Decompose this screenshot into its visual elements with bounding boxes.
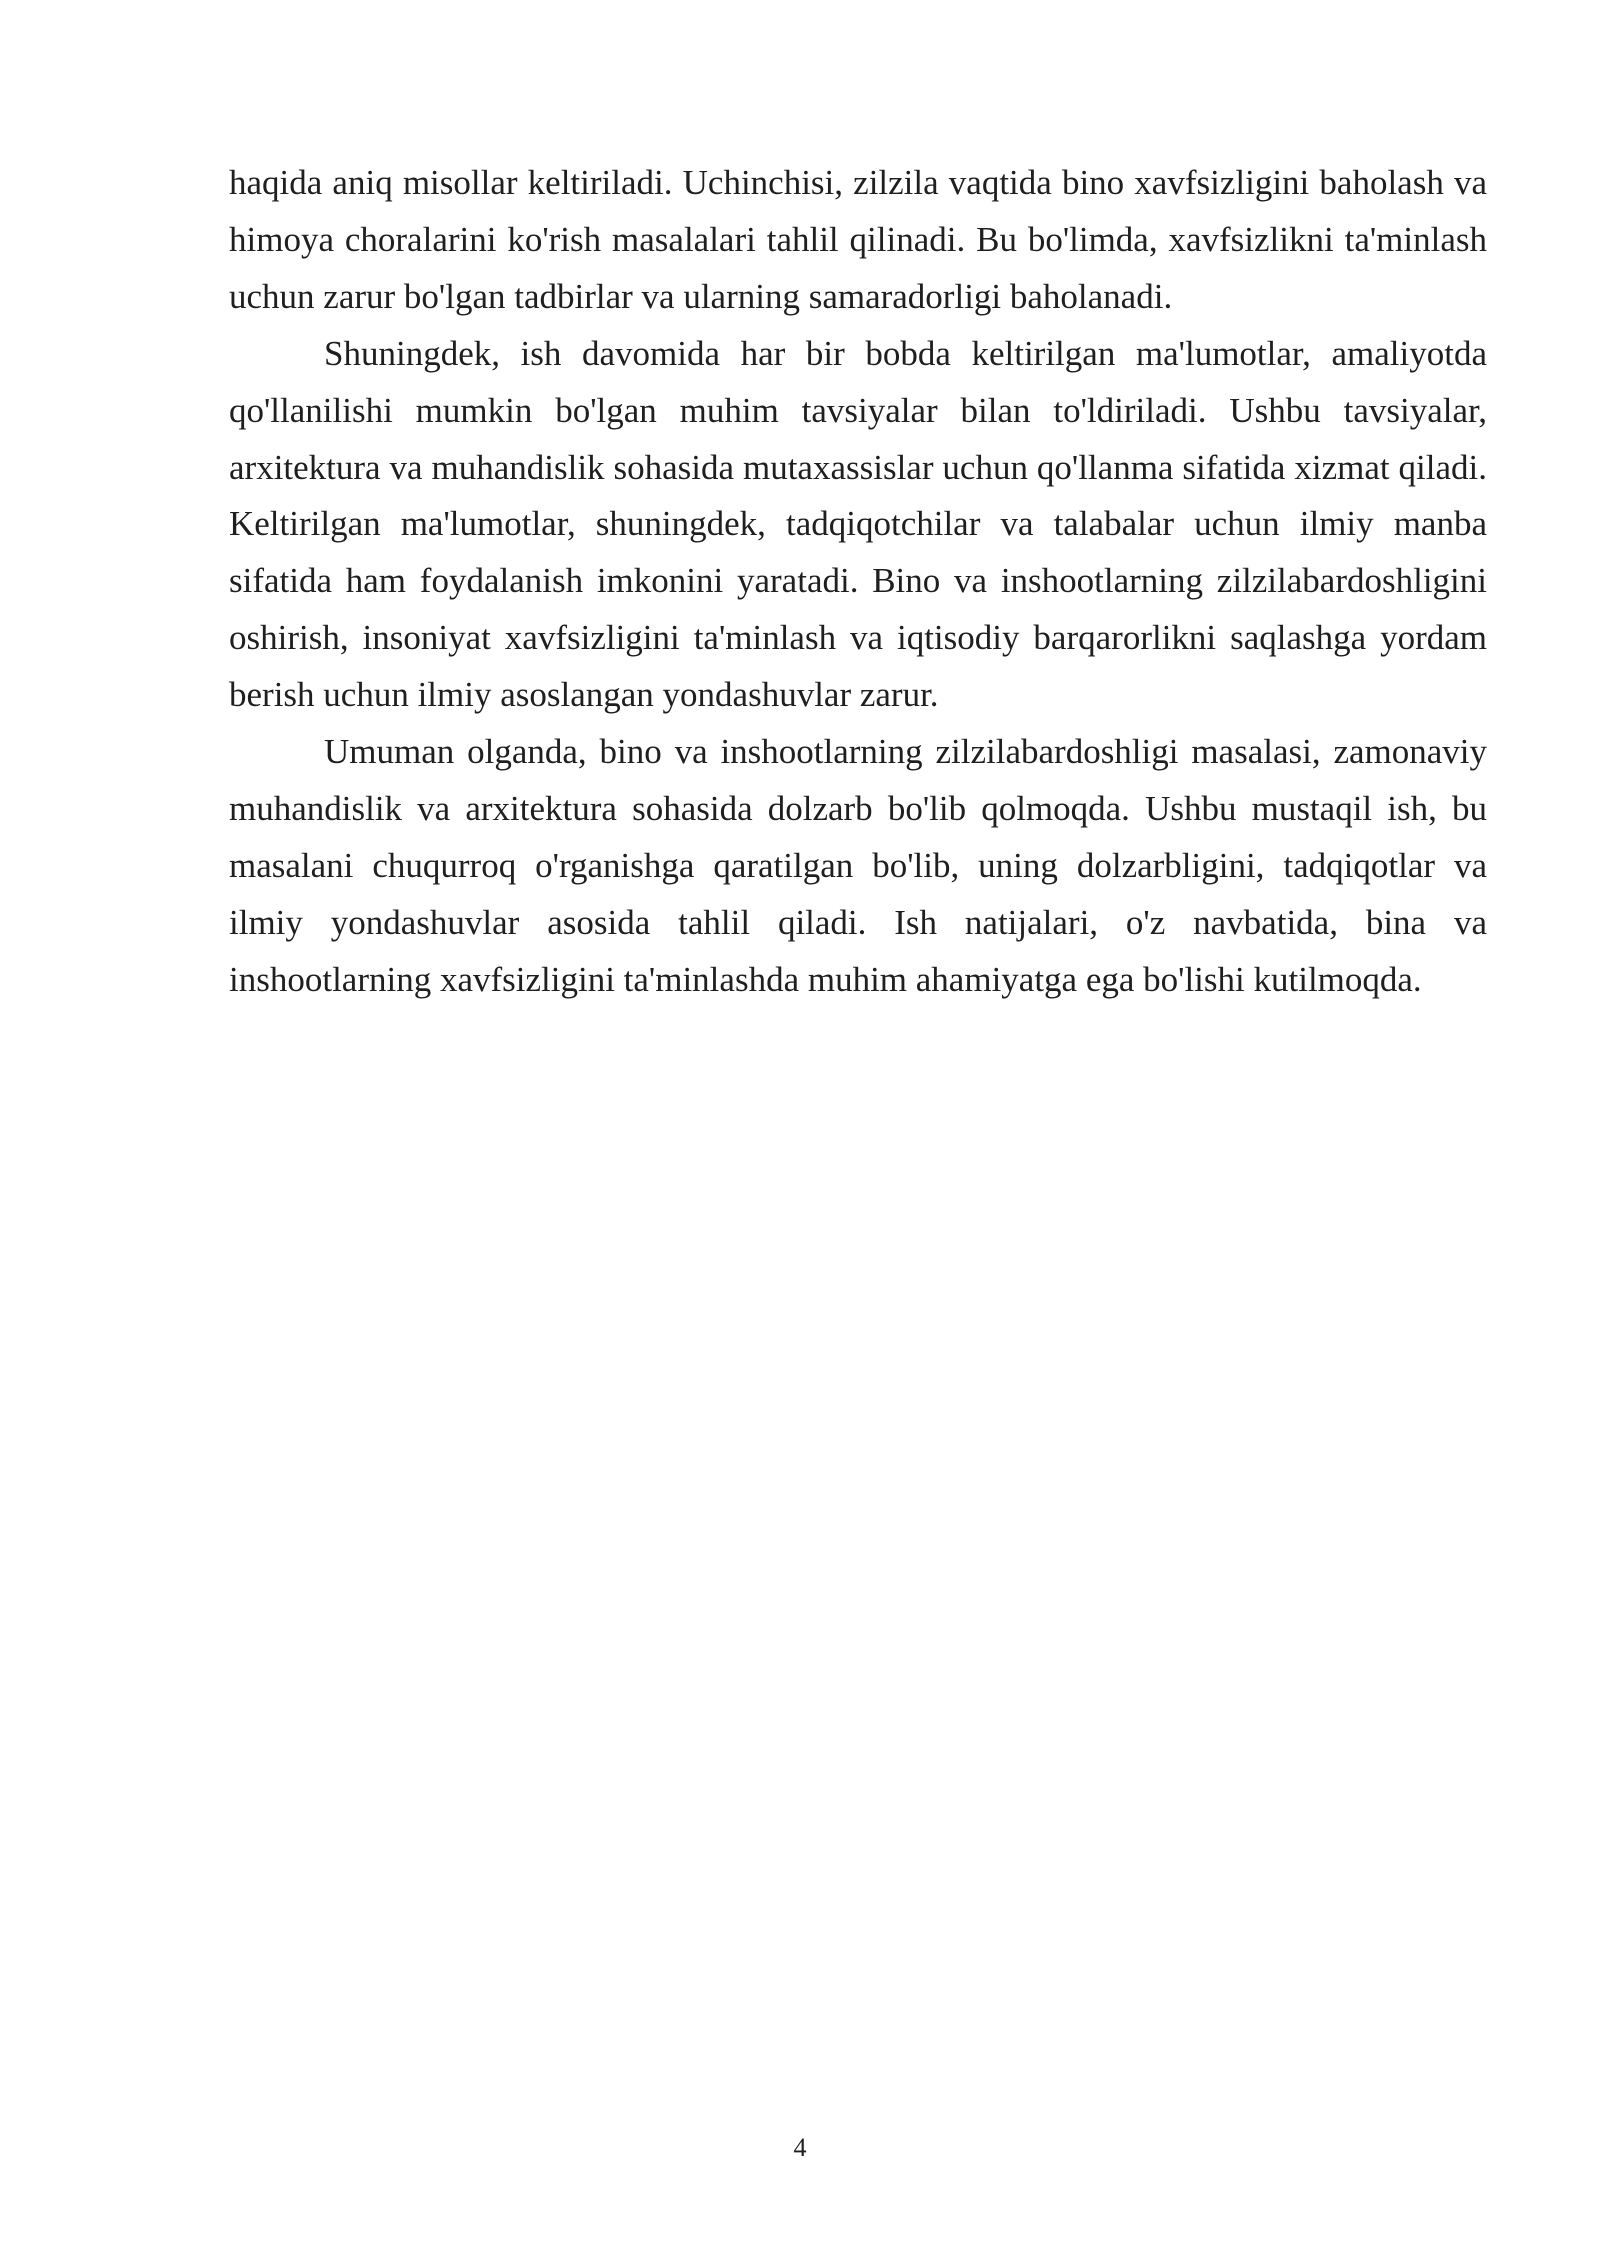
body-text (229, 155, 1487, 1009)
paragraph: Shuningdek, ish davomida har bir bobda keltirilgan ma'lumotlar, amaliyotda qo'llanilishi mumkin bo'lgan muhim tavsiyalar bilan to'ldiriladi. Ushbu tavsiyalar, arxitektura va muhandislik sohasida mutaxassislar uchun qo'llanma sifatida xizmat qiladi. Keltirilgan ma'lumotlar, shuningdek, tadqiqotchilar va talabalar uchun ilmiy manba sifatida ham foydalanish imkonini yaratadi. Bino va inshootlarning zilzilabardoshligini oshirish, insoniyat xavfsizligini ta'minlash va iqtisodiy barqarorlikni saqlashga yordam berish uchun ilmiy asoslangan yondashuvlar zarur. (229, 333, 1487, 715)
paragraph: Umuman olganda, bino va inshootlarning zilzilabardoshligi masalasi, zamonaviy muhandislik va arxitektura sohasida dolzarb bo'lib qolmoqda. Ushbu mustaqil ish, bu masalani chuqurroq o'rganishga qaratilgan bo'lib, uning dolzarbligini, tadqiqotlar va ilmiy yondashuvlar asosida tahlil qiladi. Ish natijalari, o'z navbatida, bina va inshootlarning xavfsizligini ta'minlashda muhim ahamiyatga ega bo'lishi kutilmoqda. (229, 732, 1487, 999)
paragraph-continued: haqida aniq misollar keltiriladi. Uchinchisi, zilzila vaqtida bino xavfsizligini baholash va himoya choralarini ko'rish masalalari tahlil qilinadi. Bu bo'limda, xavfsizlikni ta'minlash uchun zarur bo'lgan tadbirlar va ularning samaradorligi baholanadi. (229, 163, 1487, 316)
page-number: 4 (793, 2133, 807, 2162)
